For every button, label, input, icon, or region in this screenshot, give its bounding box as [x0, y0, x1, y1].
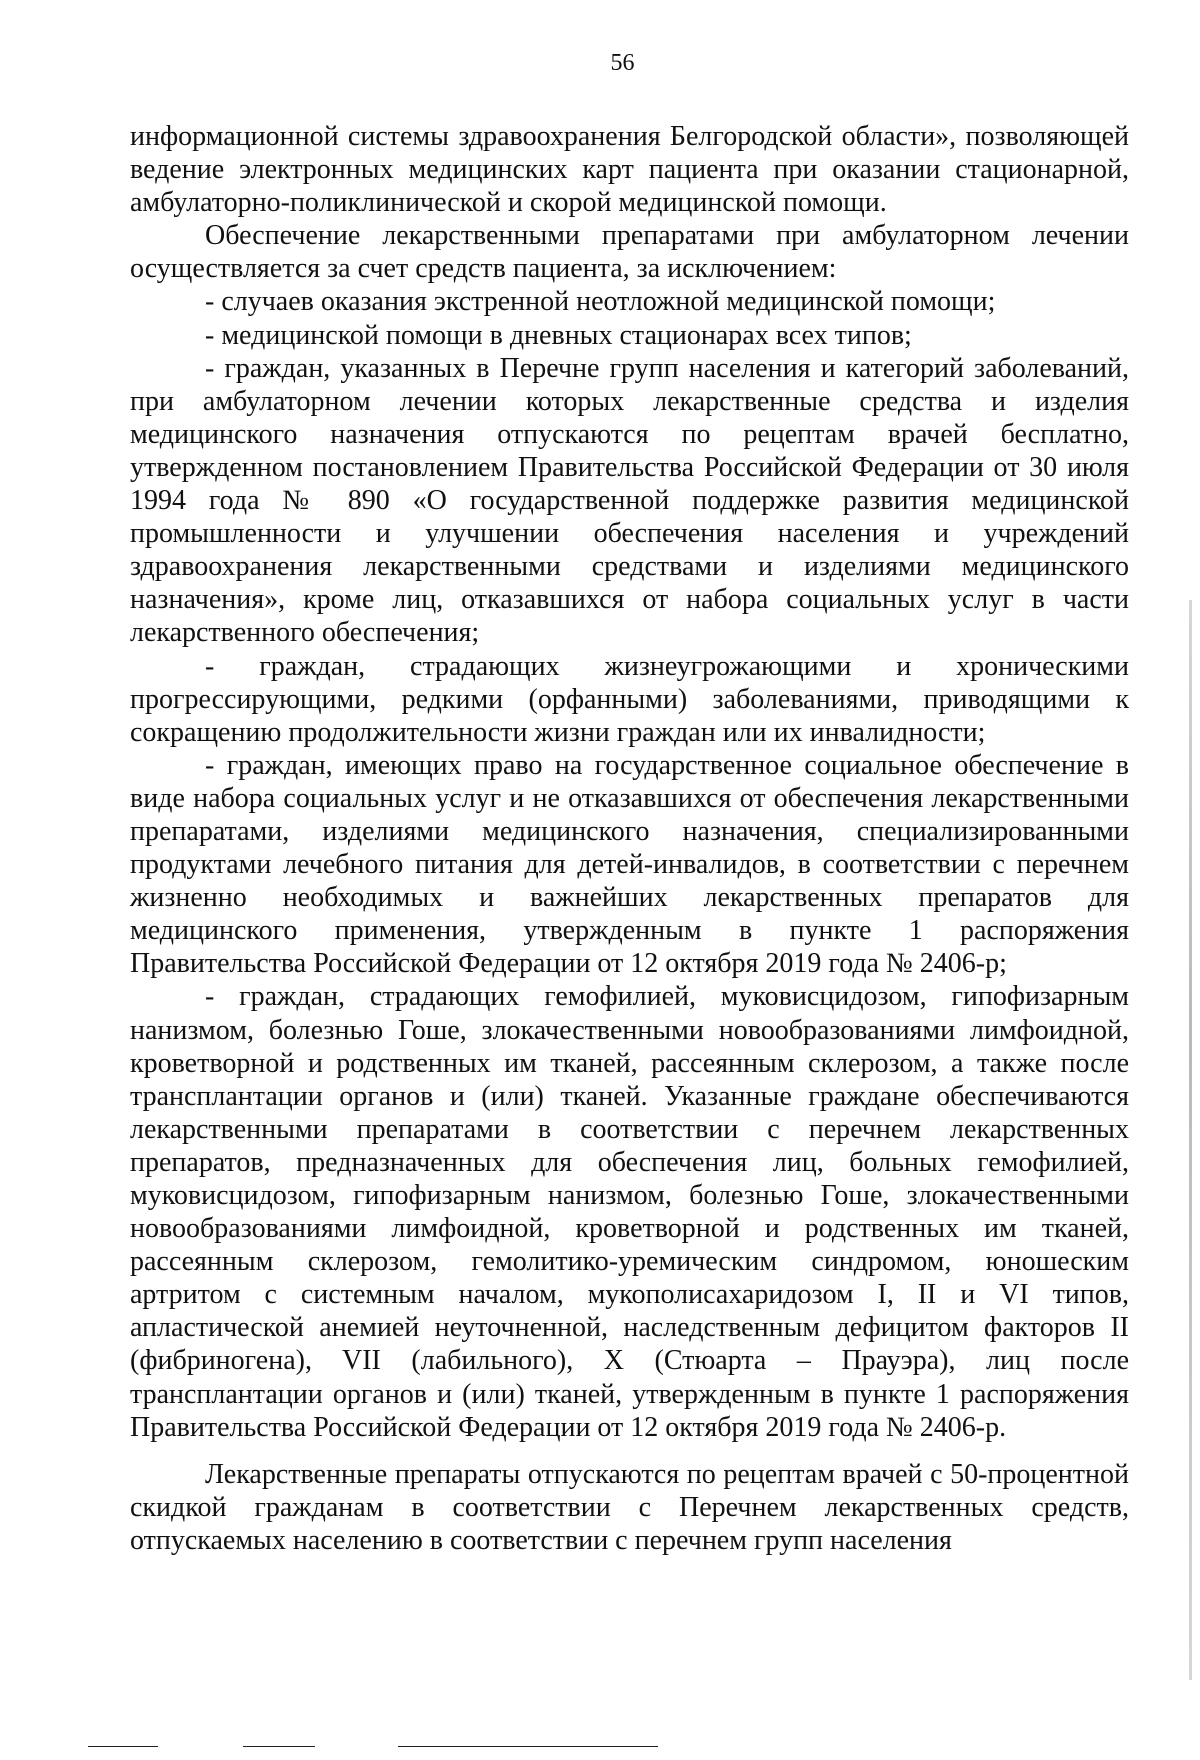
paragraph-1: информационной системы здравоохранения Белгородской области», позволяющей ведение электронных медицинских карт пациента при оказании стационарной, амбулаторно-поликлинической и скорой медицинской помощи.: [130, 121, 1129, 219]
paragraph-2: Обеспечение лекарственными препаратами при амбулаторном лечении осуществляется за счет средств пациента, за исключением:: [130, 220, 1129, 285]
document-body: [130, 120, 1129, 1557]
list-item-social-services: - граждан, имеющих право на государственное социальное обеспечение в виде набора социальных услуг и не отказавшихся от обеспечения лекарственными препаратами, изделиями медицинского назначения, специализированными продуктами лечебного питания для детей-инвалидов, в соответствии с перечнем жизненно необходимых и важнейших лекарственных препаратов для медицинского применения, утвержденным в пункте 1 распоряжения Правительства Российской Федерации от 12 октября 2019 года № 2406-р;: [130, 749, 1129, 980]
list-item-decree-890: - граждан, указанных в Перечне групп населения и категорий заболеваний, при амбулаторном лечении которых лекарственные средства и изделия медицинского назначения отпускаются по рецептам врачей бесплатно, утвержденном постановлением Правительства Российской Федерации от 30 июля 1994 года № 890 «О государственной поддержке развития медицинской промышленности и улучшении обеспечения населения и учреждений здравоохранения лекарственными средствами и изделиями медицинского назначения», кроме лиц, отказавшихся от набора социальных услуг в части лекарственного обеспечения;: [130, 352, 1129, 649]
list-item-orphan-diseases: - граждан, страдающих жизнеугрожающими и хроническими прогрессирующими, редкими (орфанными) заболеваниями, приводящими к сокращению продолжительности жизни граждан или их инвалидности;: [130, 650, 1129, 748]
paragraph-discount: Лекарственные препараты отпускаются по рецептам врачей с 50-процентной скидкой гражданам в соответствии с Перечнем лекарственных средств, отпускаемых населению в соответствии с перечнем групп населения: [130, 1458, 1129, 1556]
list-item-emergency-care: - случаев оказания экстренной неотложной медицинской помощи;: [205, 286, 996, 318]
list-item-day-hospitals: - медицинской помощи в дневных стационарах всех типов;: [205, 319, 912, 351]
footer-rule: [88, 1746, 748, 1748]
page-number: 56: [610, 50, 635, 76]
list-item-hemophilia: - граждан, страдающих гемофилией, муковисцидозом, гипофизарным нанизмом, болезнью Гоше, злокачественными новообразованиями лимфоидной, кроветворной и родственных им тканей, рассеянным склерозом, а также после трансплантации органов и (или) тканей. Указанные граждане обеспечиваются лекарственными препаратами в соответствии с перечнем лекарственных препаратов, предназначенных для обеспечения лиц, больных гемофилией, муковисцидозом, гипофизарным нанизмом, болезнью Гоше, злокачественными новообразованиями лимфоидной, кроветворной и родственных им тканей, рассеянным склерозом, гемолитико-уремическим синдромом, юношеским артритом с системным началом, мукополисахаридозом I, II и VI типов, апластической анемией неуточненной, наследственным дефицитом факторов II (фибриногена), VII (лабильного), X (Стюарта – Прауэра), лиц после трансплантации органов и (или) тканей, утвержденным в пункте 1 распоряжения Правительства Российской Федерации от 12 октября 2019 года № 2406-р.: [130, 981, 1129, 1443]
scan-edge-shadow: [1189, 600, 1192, 1680]
